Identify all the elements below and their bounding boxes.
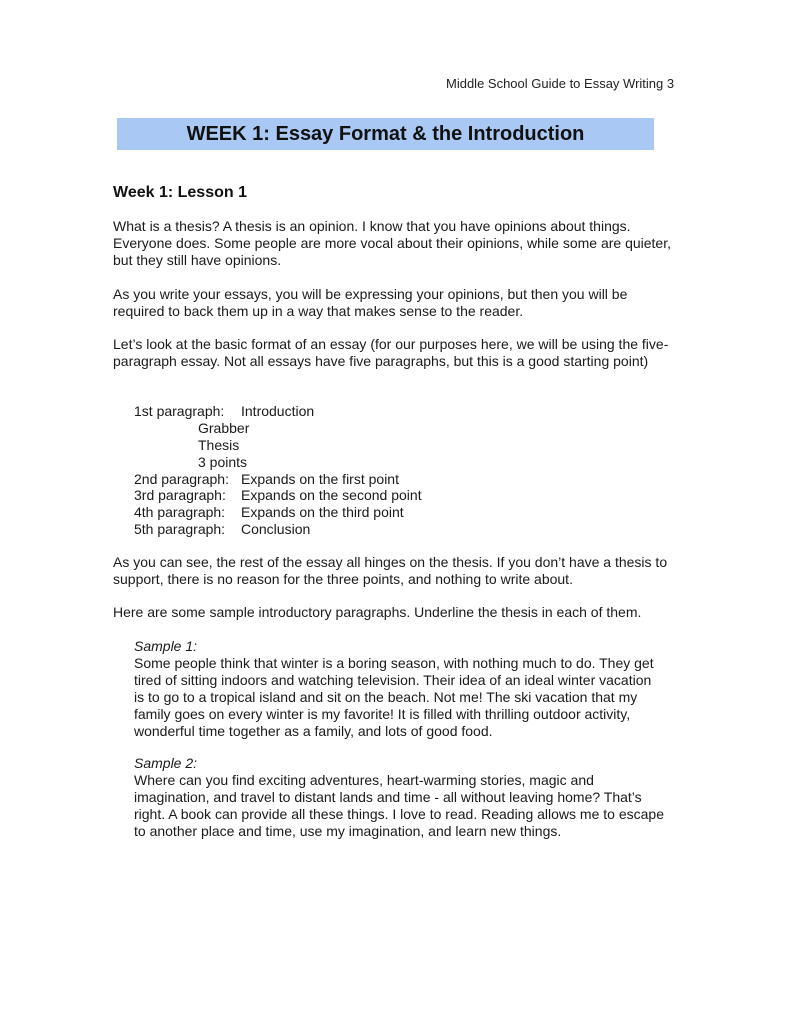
sample-2: [134, 755, 664, 840]
title-banner: [117, 118, 654, 150]
outline-label: 4th paragraph:: [134, 504, 226, 520]
sample-1: [134, 638, 664, 740]
lesson-heading: Week 1: Lesson 1: [113, 184, 247, 201]
paragraph-expressing-opinions: As you write your essays, you will be expressing your opinions, but then you will be required to back them up in a way that makes sense to the reader.: [113, 286, 628, 319]
paragraph-thesis-hinges: As you can see, the rest of the essay all hinges on the thesis. If you don’t have a thesis to support, there is no reason for the three points, and nothing to write about.: [113, 554, 668, 587]
sample-text: Where can you find exciting adventures, heart-warming stories, magic and imagination, and travel to distant lands and time - all without leaving home? That’s right. A book can provide all these things. I love to read. Reading allows me to escape to another place and time, use my imagination, and learn new things.: [134, 772, 664, 839]
outline-value: Expands on the first point: [241, 471, 399, 487]
outline-label: 5th paragraph:: [134, 521, 226, 537]
sample-text: Some people think that winter is a boring season, with nothing much to do. They get tired of sitting indoors and watching television. Their idea of an ideal winter vacation is to go to a tropical island and sit on the beach. Not me! The ski vacation that my family goes on every winter is my favorite! It is filled with thrilling outdoor activity, wonderful time together as a family, and lots of good food.: [134, 655, 654, 739]
outline-value: Conclusion: [241, 521, 311, 537]
outline-subitem: Grabber: [198, 420, 250, 436]
paragraph-sample-instructions: Here are some sample introductory paragraphs. Underline the thesis in each of them.: [113, 604, 642, 620]
paragraph-thesis-definition: What is a thesis? A thesis is an opinion. I know that you have opinions about things. Everyone does. Some people are more vocal about their opinions, while some are quieter, but they still have opinions.: [113, 218, 671, 268]
sample-title: Sample 1:: [134, 638, 198, 654]
sample-title: Sample 2:: [134, 755, 198, 771]
outline-label: 3rd paragraph:: [134, 487, 226, 503]
paragraph-basic-format: Let’s look at the basic format of an essay (for our purposes here, we will be using the five-paragraph essay. Not all essays have five paragraphs, but this is a good starting point): [113, 336, 669, 369]
outline-row-5: [134, 521, 310, 538]
outline-value: Introduction: [241, 403, 315, 419]
outline-value: Expands on the second point: [241, 487, 422, 503]
page-title: WEEK 1: Essay Format & the Introduction: [186, 122, 585, 145]
outline-row-2: [134, 471, 399, 488]
outline-row-3: [134, 487, 422, 504]
outline-row-1: [134, 403, 314, 420]
outline-label: 1st paragraph:: [134, 403, 225, 419]
outline-label: 2nd paragraph:: [134, 471, 229, 487]
outline-subitem: Thesis: [198, 437, 240, 453]
running-header: Middle School Guide to Essay Writing 3: [446, 76, 675, 91]
outline-value: Expands on the third point: [241, 504, 404, 520]
outline-row-4: [134, 504, 404, 521]
outline-subitem: 3 points: [198, 454, 248, 470]
